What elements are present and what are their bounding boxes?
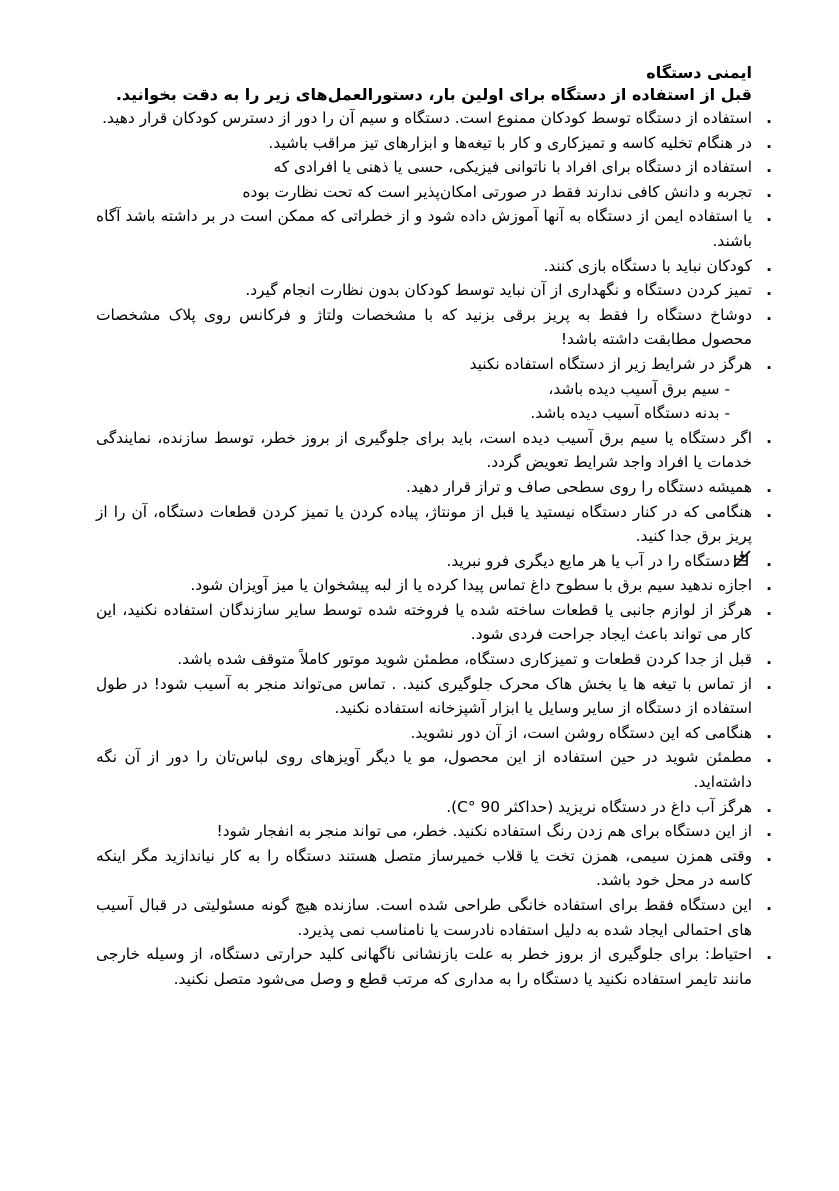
- list-item: یا استفاده ایمن از دستگاه به آنها آموزش داده شود و از خطراتی که ممکن است در بر داشته باشد آگاه باشند. .: [96, 204, 752, 253]
- safety-list: [96, 106, 752, 991]
- list-item: استفاده از دستگاه توسط کودکان ممنوع است. دستگاه و سیم آن را دور از دسترس کودکان قرار دهید. .: [96, 106, 752, 131]
- list-item: این دستگاه فقط برای استفاده خانگی طراحی شده است. سازنده هیچ گونه مسئولیتی در قبال آسیب های احتمالی ایجاد شده به دلیل استفاده نادرست یا نامناسب نمی پذیرد. .: [96, 893, 752, 942]
- list-item: اگر دستگاه یا سیم برق آسیب دیده است، باید برای جلوگیری از بروز خطر، توسط سازنده، نمایندگی خدمات یا افراد واجد شرایط تعویض گردد. .: [96, 426, 752, 475]
- list-item: هرگز از لوازم جانبی یا قطعات ساخته شده یا فروخته شده توسط سایر سازندگان استفاده نکنید، این کار می تواند باعث ایجاد جراحت فردی شود. .: [96, 598, 752, 647]
- conditions-lead: هرگز در شرایط زیر از دستگاه استفاده نکنید: [469, 354, 752, 373]
- sub-item: - سیم برق آسیب دیده باشد،: [548, 379, 730, 398]
- list-item: تجربه و دانش کافی ندارند فقط در صورتی امکان‌پذیر است که تحت نظارت بوده .: [96, 180, 752, 205]
- list-item: از این دستگاه برای هم زدن رنگ استفاده نکنید. خطر، می تواند منجر به انفجار شود! .: [96, 819, 752, 844]
- list-item: دوشاخ دستگاه را فقط به پریز برقی بزنید که با مشخصات ولتاژ و فرکانس روی پلاک مشخصات محصول مطابقت داشته باشد! .: [96, 303, 752, 352]
- list-item: هنگامی که این دستگاه روشن است، از آن دور نشوید. .: [96, 721, 752, 746]
- section-heading: ایمنی دستگاه: [646, 63, 752, 82]
- list-item: مطمئن شوید در حین استفاده از این محصول، مو یا دیگر آویزهای روی لباس‌تان را دور از آن نگه داشته‌اید. .: [96, 745, 752, 794]
- list-item: قبل از جدا کردن قطعات و تمیزکاری دستگاه، مطمئن شوید موتور کاملاً متوقف شده باشد. .: [96, 647, 752, 672]
- list-item: همیشه دستگاه را روی سطحی صاف و تراز قرار دهید. .: [96, 475, 752, 500]
- list-item: استفاده از دستگاه برای افراد با ناتوانی فیزیکی، حسی یا ذهنی یا افرادی که .: [96, 155, 752, 180]
- water-warning-text: دستگاه را در آب یا هر مایع دیگری فرو نبرید.: [446, 551, 730, 570]
- list-item: احتیاط: برای جلوگیری از بروز خطر به علت بازنشانی ناگهانی کلید حرارتی دستگاه، از وسیله خارجی مانند تایمر استفاده نکنید یا دستگاه را به مداری که مرتب قطع و وصل می‌شود متصل نکنید. .: [96, 942, 752, 991]
- no-immersion-icon: [732, 549, 752, 569]
- list-item: تمیز کردن دستگاه و نگهداری از آن نباید توسط کودکان بدون نظارت انجام گیرد. .: [96, 278, 752, 303]
- list-item: هرگز آب داغ در دستگاه نریزید (حداکثر C° 90). .: [96, 795, 752, 820]
- intro-instruction: قبل از استفاده از دستگاه برای اولین بار، دستورالعمل‌های زیر را به دقت بخوانید.: [115, 85, 752, 104]
- list-item: از تماس با تیغه ها یا بخش هاک محرک جلوگیری کنید. . تماس می‌تواند منجر به آسیب شود! در طول استفاده از دستگاه از سایر وسایل یا ابزار آشپزخانه استفاده نکنید. .: [96, 672, 752, 721]
- list-item: کودکان نباید با دستگاه بازی کنند. .: [96, 254, 752, 279]
- list-item-water: [96, 549, 752, 574]
- list-item: در هنگام تخلیه کاسه و تمیزکاری و کار با تیغه‌ها و ابزارهای تیز مراقب باشید. .: [96, 131, 752, 156]
- document-page: [96, 62, 752, 991]
- list-item: اجازه ندهید سیم برق با سطوح داغ تماس پیدا کرده یا از لبه پیشخوان یا میز آویزان شود. .: [96, 573, 752, 598]
- list-item: هنگامی که در کنار دستگاه نیستید یا قبل از مونتاژ، پیاده کردن یا تمیز کردن قطعات دستگاه، آن را از پریز برق جدا کنید. .: [96, 500, 752, 549]
- sub-item: - بدنه دستگاه آسیب دیده باشد.: [530, 404, 730, 423]
- list-item-conditions: [96, 352, 752, 426]
- list-item: وقتی همزن سیمی، همزن تخت یا قلاب خمیرساز متصل هستند دستگاه را به کار نیاندازید مگر اینکه کاسه در محل خود باشد. .: [96, 844, 752, 893]
